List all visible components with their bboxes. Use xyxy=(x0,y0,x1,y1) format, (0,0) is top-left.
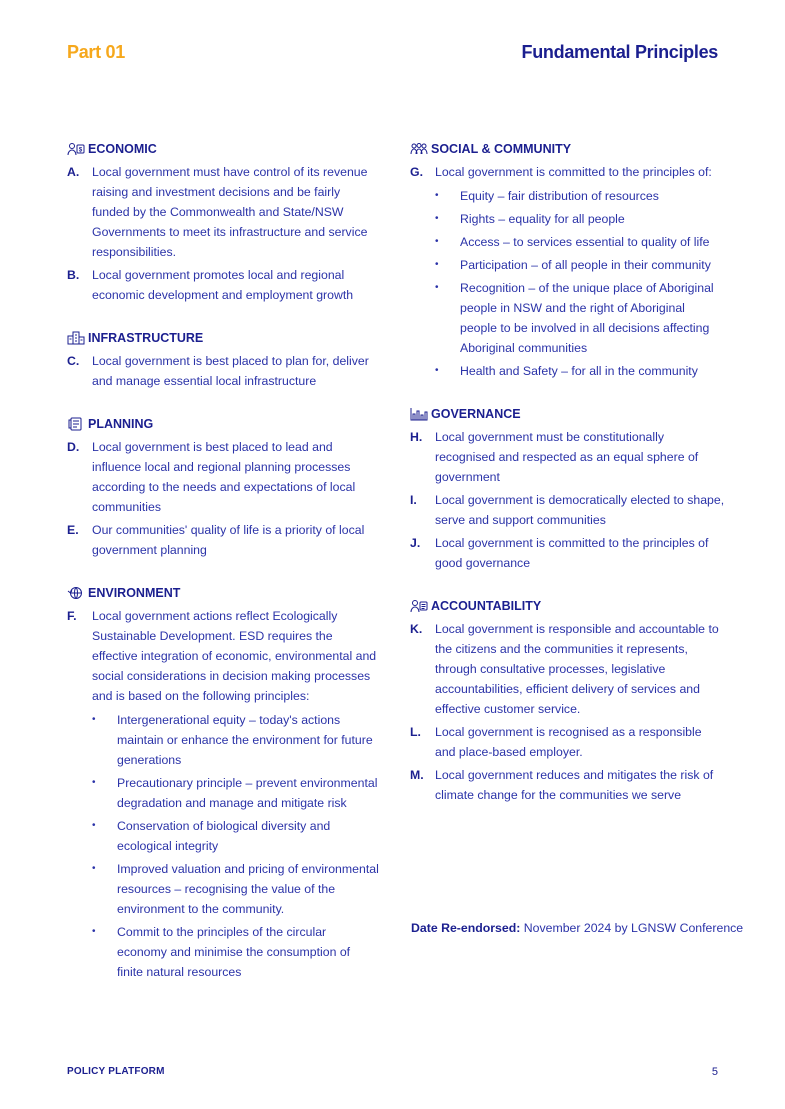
principle-text: Our communities' quality of life is a priority of local government planning xyxy=(92,523,365,557)
bullet-list xyxy=(410,186,725,381)
principle-item xyxy=(410,533,725,573)
section-heading-text: PLANNING xyxy=(88,417,154,431)
bullet-item xyxy=(92,773,379,813)
section-heading-text: ACCOUNTABILITY xyxy=(431,599,542,613)
principle-letter: D. xyxy=(67,440,80,454)
date-value: November 2024 by LGNSW Conference xyxy=(520,921,744,935)
footer-policy-platform: POLICY PLATFORM xyxy=(67,1066,165,1077)
bullet-dot-icon: • xyxy=(435,365,439,376)
section-heading-text: SOCIAL & COMMUNITY xyxy=(431,142,572,156)
bullet-text: Rights – equality for all people xyxy=(460,212,625,226)
principle-item xyxy=(410,427,725,487)
principle-text: Local government is best placed to lead and influence local and regional planning processes according to the needs and expectations of local communities xyxy=(92,440,356,514)
principle-letter: K. xyxy=(410,622,423,636)
bullet-dot-icon: • xyxy=(435,259,439,270)
person-dollar-icon xyxy=(67,142,88,156)
page-number: 5 xyxy=(711,1066,718,1078)
date-label: Date Re-endorsed: xyxy=(411,921,521,935)
bullet-dot-icon: • xyxy=(435,236,439,247)
bullet-text: Commit to the principles of the circular economy and minimise the consumption of finite natural resources xyxy=(117,925,351,979)
principle-letter: I. xyxy=(410,493,417,507)
section-heading xyxy=(67,417,379,431)
buildings-icon xyxy=(67,331,88,345)
principle-letter: M. xyxy=(410,768,424,782)
principle-text: Local government must have control of its revenue raising and investment decisions and be fairly funded by the Commonwealth and State/NSW Governments to meet its infrastructure and service responsibilities. xyxy=(92,165,368,259)
principle-letter: C. xyxy=(67,354,80,368)
bullet-item xyxy=(435,232,725,252)
section-heading xyxy=(67,331,379,345)
section-planning xyxy=(67,417,379,560)
principle-text: Local government is responsible and accountable to the citizens and the communities it represents, through consultative processes, legislative accountabilities, efficient delivery of services and effective customer service. xyxy=(435,622,719,716)
person-card-icon xyxy=(410,599,431,613)
principle-text: Local government is committed to the principles of good governance xyxy=(435,536,709,570)
section-heading xyxy=(410,407,725,421)
principle-letter: A. xyxy=(67,165,80,179)
bullet-item xyxy=(435,186,725,206)
principle-text: Local government must be constitutionally recognised and respected as an equal sphere of government xyxy=(435,430,699,484)
bullet-dot-icon: • xyxy=(92,926,96,937)
principle-letter: L. xyxy=(410,725,421,739)
section-heading xyxy=(67,586,379,600)
principle-letter: J. xyxy=(410,536,421,550)
bullet-text: Intergenerational equity – today's actions maintain or enhance the environment for future generations xyxy=(117,713,373,767)
principle-letter: E. xyxy=(67,523,79,537)
principle-letter: H. xyxy=(410,430,423,444)
section-social-community xyxy=(410,142,725,381)
bullet-item xyxy=(92,816,379,856)
bullet-item xyxy=(435,278,725,358)
principle-text: Local government is recognised as a responsible and place-based employer. xyxy=(435,725,702,759)
bullet-text: Equity – fair distribution of resources xyxy=(460,189,659,203)
principle-text: Local government is democratically elected to shape, serve and support communities xyxy=(435,493,725,527)
right-column xyxy=(410,142,725,831)
principle-letter: G. xyxy=(410,165,423,179)
bullet-item xyxy=(435,255,725,275)
left-column xyxy=(67,142,379,1008)
bullet-item xyxy=(435,361,725,381)
bullet-item xyxy=(92,859,379,919)
principle-item xyxy=(67,520,379,560)
principle-item xyxy=(410,619,725,719)
principle-item xyxy=(67,437,379,517)
principle-item xyxy=(410,765,725,805)
bullet-text: Participation – of all people in their community xyxy=(460,258,711,272)
principle-item xyxy=(410,722,725,762)
bullet-text: Improved valuation and pricing of environmental resources – recognising the value of the environment to the community. xyxy=(117,862,379,916)
bullet-list xyxy=(67,710,379,982)
bullet-dot-icon: • xyxy=(92,863,96,874)
section-heading-text: ECONOMIC xyxy=(88,142,157,156)
bullet-item xyxy=(435,209,725,229)
bullet-text: Health and Safety – for all in the community xyxy=(460,364,698,378)
bullet-dot-icon: • xyxy=(435,282,439,293)
page-title: Fundamental Principles xyxy=(521,42,718,62)
bullet-dot-icon: • xyxy=(92,820,96,831)
svg-text:$: $ xyxy=(78,147,83,154)
bullet-dot-icon: • xyxy=(435,213,439,224)
bullet-dot-icon: • xyxy=(435,190,439,201)
section-infrastructure xyxy=(67,331,379,391)
principle-item xyxy=(67,351,379,391)
principle-text: Local government reduces and mitigates the risk of climate change for the communities we serve xyxy=(435,768,714,802)
section-accountability xyxy=(410,599,725,805)
section-heading-text: INFRASTRUCTURE xyxy=(88,331,204,345)
date-reendorsed xyxy=(411,921,743,935)
part-label: Part 01 xyxy=(67,42,125,62)
people-group-icon xyxy=(410,142,431,156)
bullet-dot-icon: • xyxy=(92,714,96,725)
section-heading xyxy=(410,142,725,156)
principle-text: Local government promotes local and regional economic development and employment growth xyxy=(92,268,354,302)
section-heading xyxy=(410,599,725,613)
principle-item xyxy=(67,162,379,262)
bullet-item xyxy=(92,710,379,770)
section-heading xyxy=(67,142,379,156)
section-heading-text: ENVIRONMENT xyxy=(88,586,181,600)
plan-document-icon xyxy=(67,417,88,431)
principle-letter: F. xyxy=(67,609,77,623)
section-heading-text: GOVERNANCE xyxy=(431,407,521,421)
principle-text: Local government is best placed to plan for, deliver and manage essential local infrastructure xyxy=(92,354,369,388)
principle-letter: B. xyxy=(67,268,80,282)
principle-item xyxy=(410,490,725,530)
section-environment xyxy=(67,586,379,982)
principle-item xyxy=(410,162,725,182)
bar-chart-icon xyxy=(410,407,431,421)
bullet-text: Conservation of biological diversity and ecological integrity xyxy=(117,819,331,853)
principle-text: Local government is committed to the principles of: xyxy=(435,165,712,179)
bullet-text: Access – to services essential to quality of life xyxy=(460,235,710,249)
principle-item xyxy=(67,265,379,305)
bullet-text: Precautionary principle – prevent environmental degradation and manage and mitigate risk xyxy=(117,776,378,810)
section-economic xyxy=(67,142,379,305)
bullet-dot-icon: • xyxy=(92,777,96,788)
principle-item xyxy=(67,606,379,706)
principle-text: Local government actions reflect Ecologically Sustainable Development. ESD requires the effective integration of economic, environmental and social considerations in decision making processes and is based on the following principles: xyxy=(92,609,377,703)
section-governance xyxy=(410,407,725,573)
globe-cycle-icon xyxy=(67,586,88,600)
bullet-item xyxy=(92,922,379,982)
bullet-text: Recognition – of the unique place of Aboriginal people in NSW and the right of Aboriginal people to be involved in all decisions affecting Aboriginal communities xyxy=(460,281,714,355)
